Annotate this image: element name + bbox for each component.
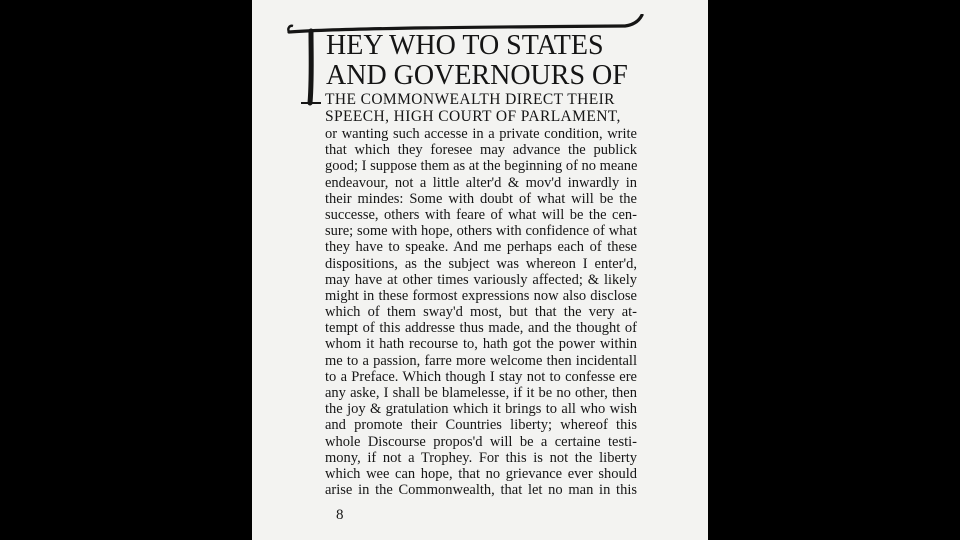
text-line: they have to speake. And me perhaps each of these bbox=[325, 239, 637, 256]
text-line: mony, if not a Trophey. For this is not the liberty bbox=[325, 449, 637, 466]
text-line: dispositions, as the subject was whereon I enter'd, bbox=[325, 255, 637, 272]
text-line: any aske, I shall be blamelesse, if it be no other, then bbox=[325, 385, 637, 401]
text-line: to a Preface. Which though I stay not to confesse ere bbox=[325, 368, 637, 385]
text-line: good; I suppose them as at the beginning of no meane bbox=[325, 158, 638, 175]
heading-line-3: THE COMMONWEALTH DIRECT THEIR bbox=[325, 91, 615, 108]
heading-line-1: HEY WHO TO STATES bbox=[326, 30, 604, 61]
text-line: endeavour, not a little alter'd & mov'd inwardly in bbox=[325, 174, 637, 191]
text-line: that which they foresee may advance the publick bbox=[325, 142, 637, 159]
text-line: which of them sway'd most, but that the very at- bbox=[325, 304, 637, 321]
text-line: the joy & gratulation which it brings to all who wish bbox=[325, 401, 637, 418]
text-line: whom it hath recourse to, hath got the power within bbox=[325, 336, 637, 353]
heading-line-2: AND GOVERNOURS OF bbox=[326, 60, 628, 91]
text-line: me to a passion, farre more welcome then incidentall bbox=[325, 352, 637, 369]
text-line: sure; some with hope, others with confidence of what bbox=[325, 223, 637, 240]
text-line: might in these formost expressions now also disclose bbox=[325, 287, 637, 304]
text-line: which wee can hope, that no grievance ever should bbox=[325, 465, 637, 482]
heading-line-4: SPEECH, HIGH COURT OF PARLAMENT, bbox=[325, 108, 621, 125]
text-line: and promote their Countries liberty; whereof this bbox=[325, 417, 637, 434]
text-line: arise in the Commonwealth, that let no man in this bbox=[325, 482, 637, 499]
text-line: tempt of this addresse thus made, and the thought of bbox=[325, 320, 637, 337]
page-number: 8 bbox=[336, 507, 344, 523]
text-line: or wanting such accesse in a private condition, write bbox=[325, 126, 637, 142]
text-line: may have at other times variously affected; & likely bbox=[325, 271, 637, 288]
text-line: whole Discourse propos'd will be a certaine testi- bbox=[325, 433, 637, 450]
text-line: successe, others with feare of what will be the cen- bbox=[325, 206, 637, 223]
body-text bbox=[325, 126, 637, 498]
text-line: their mindes: Some with doubt of what will be the bbox=[325, 190, 637, 207]
